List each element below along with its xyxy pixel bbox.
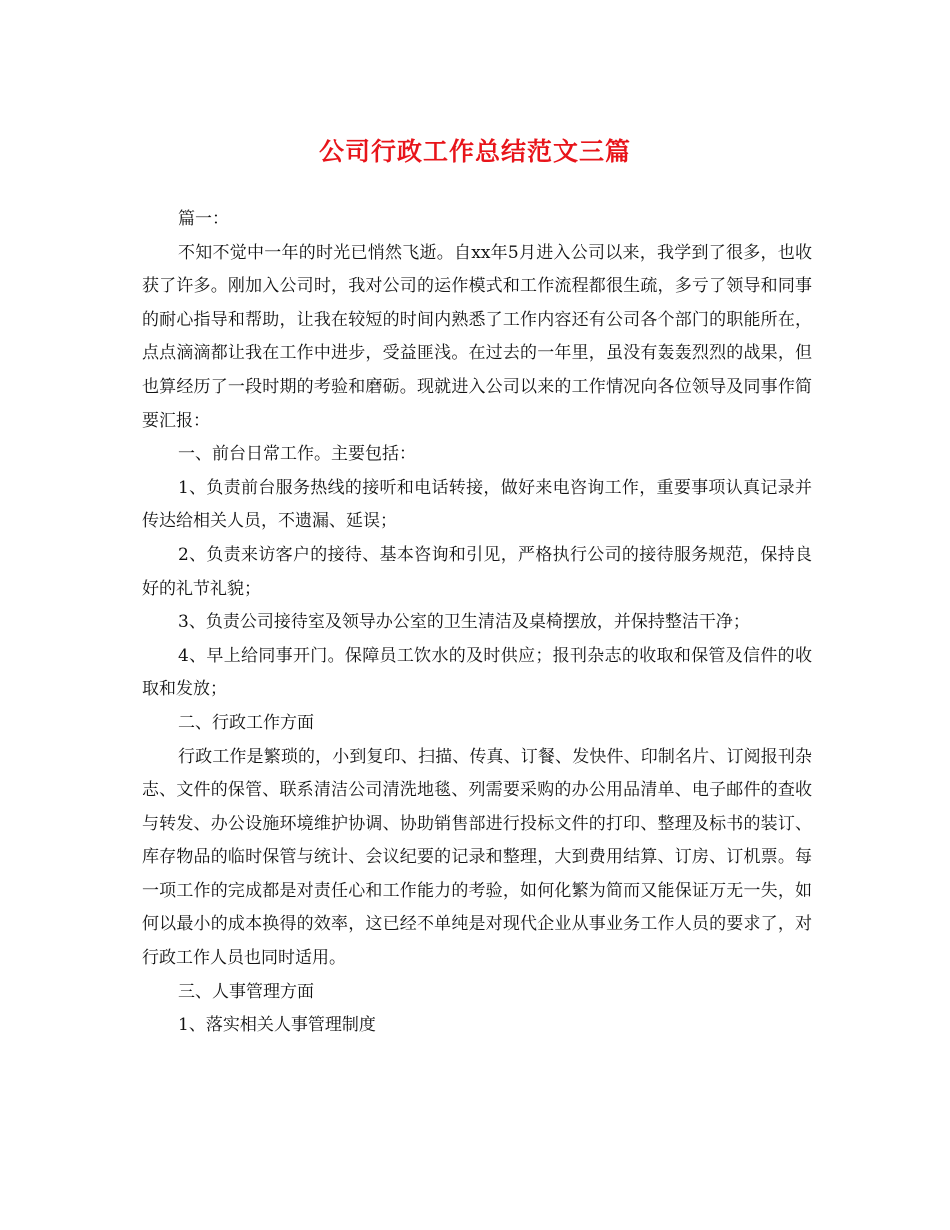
document-title: 公司行政工作总结范文三篇 bbox=[318, 137, 631, 166]
list-item-personnel-policy: 1、落实相关人事管理制度 bbox=[178, 1015, 376, 1036]
heading-front-desk-work: 一、前台日常工作。主要包括： bbox=[178, 444, 416, 465]
intro-paragraph: 不知不觉中一年的时光已悄然飞逝。自xx年5月进入公司以来，我学到了很多，也收获了许多。刚加入公司时，我对公司的运作模式和工作流程都很生疏，多亏了领导和同事的耐心指导和帮助，让我在较短的时间内熟悉了工作内容还有公司各个部门的职能所在，点点滴滴都让我在工作中进步，受益匪浅。在过去的一年里，虽没有轰轰烈烈的战果，但也算经历了一段时期的考验和磨砺。现就进入公司以来的工作情况向各位领导及同事作简要汇报： bbox=[142, 242, 812, 431]
document-body bbox=[142, 203, 812, 1043]
list-item-visitor-reception: 2、负责来访客户的接待、基本咨询和引见，严格执行公司的接待服务规范，保持良好的礼节礼貌； bbox=[142, 544, 812, 599]
heading-personnel-management: 三、人事管理方面 bbox=[178, 981, 314, 1002]
list-item-office-cleaning: 3、负责公司接待室及领导办公室的卫生清洁及桌椅摆放，并保持整洁干净； bbox=[178, 612, 750, 633]
list-item-morning-duties: 4、早上给同事开门。保障员工饮水的及时供应；报刊杂志的收取和保管及信件的收取和发放； bbox=[142, 645, 812, 700]
list-item-hotline: 1、负责前台服务热线的接听和电话转接，做好来电咨询工作，重要事项认真记录并传达给相关人员，不遗漏、延误； bbox=[142, 477, 812, 532]
administrative-work-paragraph: 行政工作是繁琐的，小到复印、扫描、传真、订餐、发快件、印制名片、订阅报刊杂志、文件的保管、联系清洁公司清洗地毯、列需要采购的办公用品清单、电子邮件的查收与转发、办公设施环境维护协调、协助销售部进行投标文件的打印、整理及标书的装订、库存物品的临时保管与统计、会议纪要的记录和整理，大到费用结算、订房、订机票。每一项工作的完成都是对责任心和工作能力的考验，如何化繁为简而又能保证万无一失，如何以最小的成本换得的效率，这已经不单纯是对现代企业从事业务工作人员的要求了，对行政工作人员也同时适用。 bbox=[142, 746, 812, 969]
heading-administrative-work: 二、行政工作方面 bbox=[178, 712, 314, 733]
section-label-part-one: 篇一： bbox=[178, 209, 229, 229]
